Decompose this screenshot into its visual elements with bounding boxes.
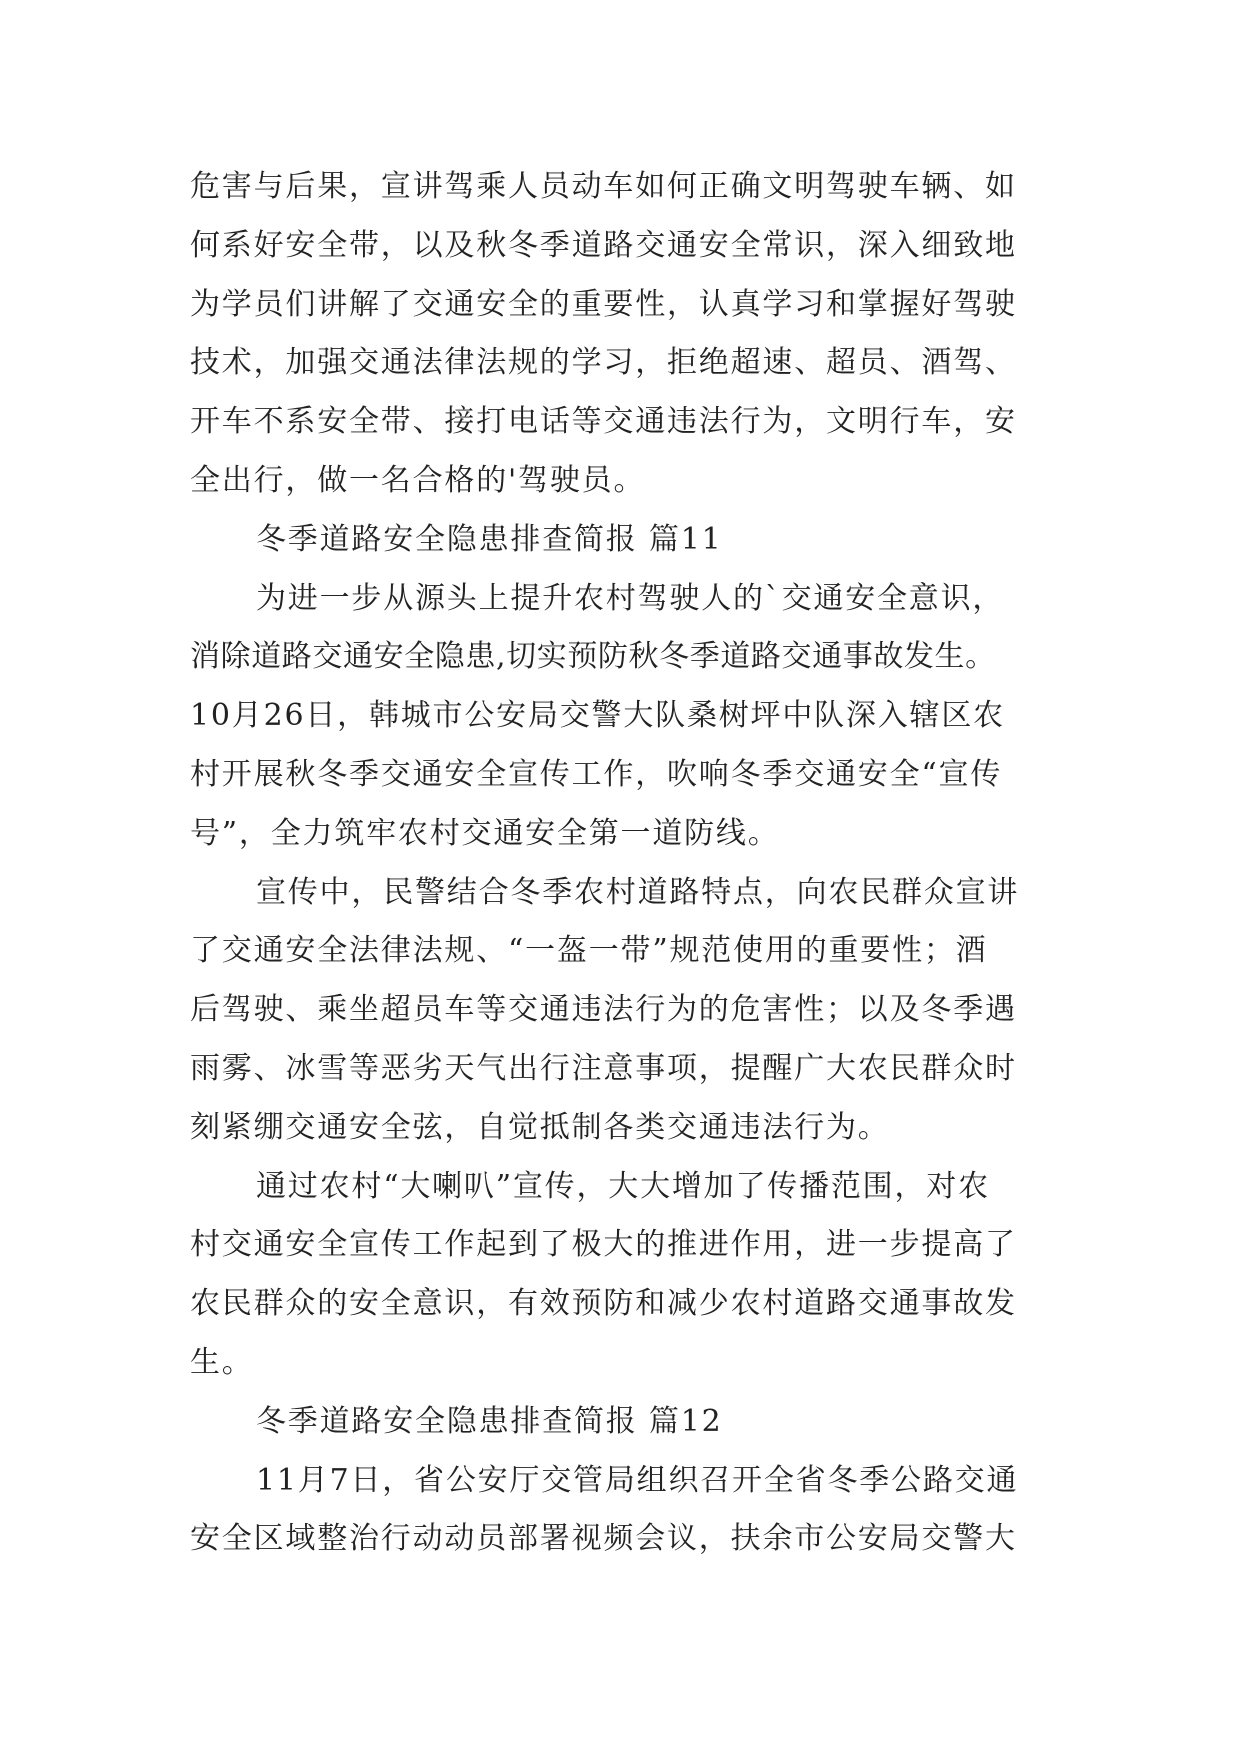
text-line: 冬季道路安全隐患排查简报 篇12 [256, 1403, 723, 1439]
text-line: 为学员们讲解了交通安全的重要性，认真学习和掌握好驾驶 [190, 286, 1017, 322]
text-line: 雨雾、冰雪等恶劣天气出行注意事项，提醒广大农民群众时 [190, 1050, 1017, 1086]
text-line: 全出行，做一名合格的'驾驶员。 [190, 462, 646, 498]
text-line: 危害与后果，宣讲驾乘人员动车如何正确文明驾驶车辆、如 [190, 169, 1017, 204]
text-line: 了交通安全法律法规、“一盔一带”规范使用的重要性；酒 [190, 933, 988, 969]
text-line: 生。 [190, 1344, 254, 1380]
text-line: 开车不系安全带、接打电话等交通违法行为，文明行车，安 [190, 404, 1017, 440]
text-line: 10月26日，韩城市公安局交警大队桑树坪中队深入辖区农 [190, 698, 1005, 734]
text-line: 通过农村“大喇叭”宣传，大大增加了传播范围，对农 [256, 1168, 990, 1204]
text-line: 号”，全力筑牢农村交通安全第一道防线。 [190, 815, 780, 851]
text-line: 后驾驶、乘坐超员车等交通违法行为的危害性；以及冬季遇 [190, 992, 1017, 1028]
text-line: 11月7日，省公安厅交管局组织召开全省冬季公路交通 [256, 1462, 1019, 1498]
text-line: 冬季道路安全隐患排查简报 篇11 [256, 521, 723, 557]
text-line: 为进一步从源头上提升农村驾驶人的`交通安全意识， [256, 580, 1005, 616]
text-line: 村交通安全宣传工作起到了极大的推进作用，进一步提高了 [190, 1227, 1017, 1263]
text-line: 安全区域整治行动动员部署视频会议，扶余市公安局交警大 [190, 1521, 1017, 1557]
text-line: 农民群众的安全意识，有效预防和减少农村道路交通事故发 [190, 1286, 1017, 1322]
text-line: 刻紧绷交通安全弦，自觉抵制各类交通违法行为。 [190, 1109, 890, 1145]
text-line: 宣传中，民警结合冬季农村道路特点，向农民群众宣讲 [256, 874, 1020, 910]
text-line: 消除道路交通安全隐患,切实预防秋冬季道路交通事故发生。 [190, 639, 996, 675]
text-line: 何系好安全带，以及秋冬季道路交通安全常识，深入细致地 [190, 227, 1017, 263]
document-page [190, 158, 1060, 1569]
text-line: 村开展秋冬季交通安全宣传工作，吹响冬季交通安全“宣传 [190, 756, 1003, 792]
text-line: 技术，加强交通法律法规的学习，拒绝超速、超员、酒驾、 [190, 345, 1017, 381]
